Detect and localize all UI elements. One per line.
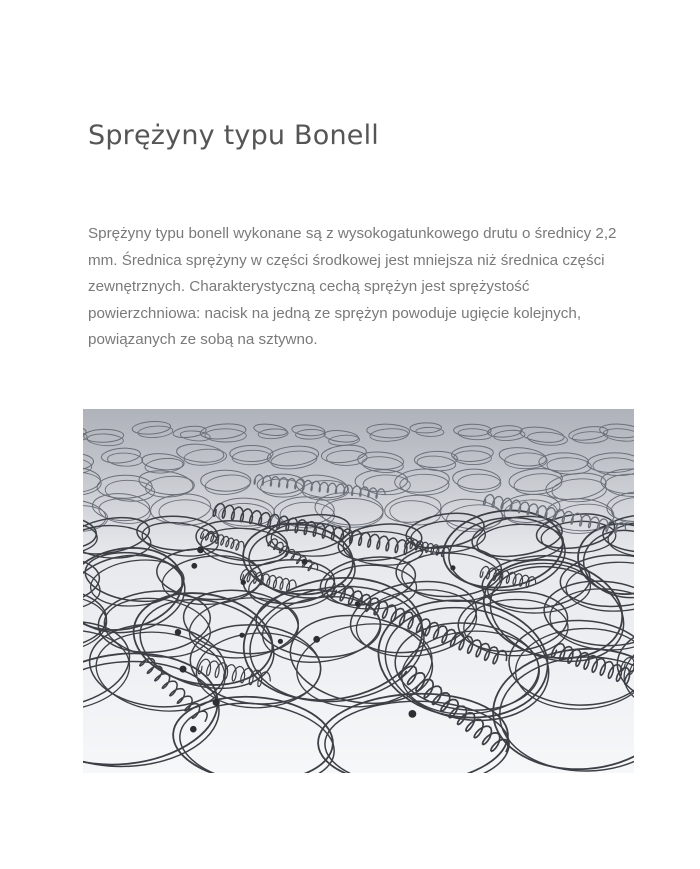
springs-image	[83, 409, 634, 773]
bonell-springs-photo	[83, 409, 634, 773]
description-paragraph: Sprężyny typu bonell wykonane są z wysokogatunkowego drutu o średnicy 2,2 mm. Średnica sprężyny w części środkowej jest mniejsza niż średnica części zewnętrznych. Charakterystyczną cechą sprężyn jest sprężystość powierzchniowa: nacisk na jedną ze sprężyn powoduje ugięcie kolejnych, powiązanych ze sobą na sztywno.	[88, 225, 617, 348]
page-title: Sprężyny typu Bonell	[88, 120, 379, 151]
